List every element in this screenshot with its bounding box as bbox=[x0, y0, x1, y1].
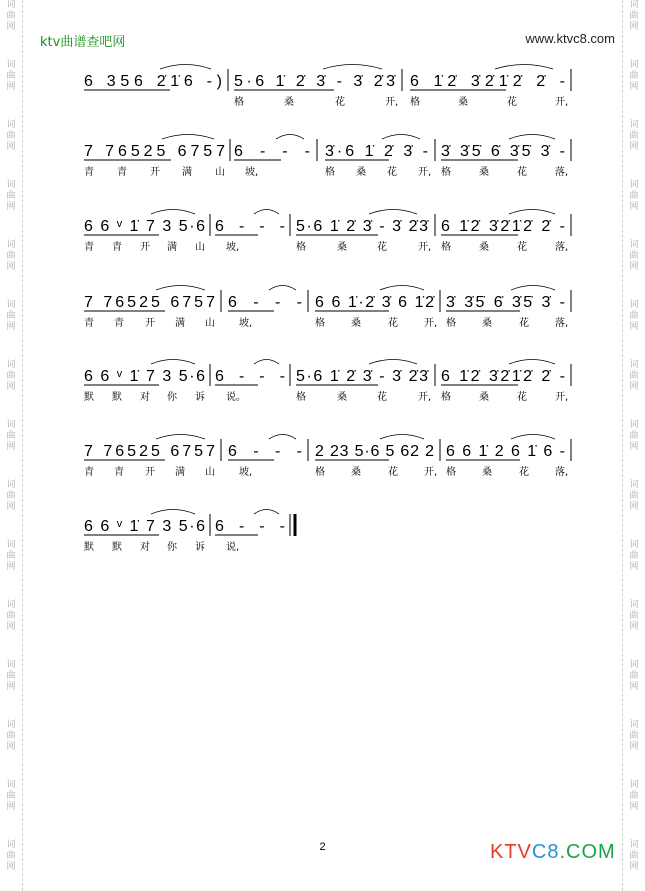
watermark-char: 词 bbox=[629, 180, 639, 190]
watermark-char: 曲 bbox=[6, 311, 16, 321]
lyric-char: 格 bbox=[410, 97, 420, 108]
watermark-char: 网 bbox=[629, 322, 639, 332]
watermark-char: 词 bbox=[629, 300, 639, 310]
lyric-char: 坡, bbox=[239, 467, 253, 478]
lyric-char: 格 bbox=[296, 242, 306, 253]
watermark-char: 网 bbox=[629, 622, 639, 632]
lyric-char: 开 bbox=[145, 318, 155, 329]
watermark-char: 曲 bbox=[6, 191, 16, 201]
watermark-char: 词 bbox=[6, 600, 16, 610]
watermark-char: 网 bbox=[629, 142, 639, 152]
slur-arc bbox=[269, 286, 296, 291]
lyric-char: 桑 bbox=[479, 242, 489, 253]
lyric-char: 桑 bbox=[351, 467, 361, 478]
slur-arc bbox=[160, 65, 211, 70]
watermark-char: 词 bbox=[6, 240, 16, 250]
lyric-char: 青 bbox=[114, 467, 124, 478]
footer-logo-part2: C8 bbox=[531, 841, 560, 863]
watermark-char: 曲 bbox=[629, 491, 639, 501]
slur-arc bbox=[323, 65, 382, 70]
lyric-char: 默 bbox=[84, 542, 94, 553]
lyric-char: 花 bbox=[519, 467, 529, 478]
measure-notation: 7 76525 6757 bbox=[84, 294, 215, 311]
lyric-char: 开, bbox=[385, 97, 399, 108]
footer-logo[interactable] bbox=[490, 841, 616, 864]
watermark-char: 词 bbox=[6, 660, 16, 670]
watermark-char: 网 bbox=[629, 202, 639, 212]
watermark-char: 网 bbox=[629, 382, 639, 392]
lyric-char: 开, bbox=[555, 97, 569, 108]
measure-notation: 3̇ 3̇5̇ 6̇ 3̇5̇ 3̇ - bbox=[446, 294, 565, 311]
watermark-char: 曲 bbox=[6, 431, 16, 441]
lyric-char: 落, bbox=[555, 167, 569, 178]
measure-notation: 3̇·6 1̇ 2̇ 3̇ - bbox=[325, 143, 428, 160]
lyric-char: 青 bbox=[84, 318, 94, 329]
footer-logo-part3: .COM bbox=[559, 841, 616, 863]
slur-arc bbox=[254, 360, 279, 365]
measure-notation: 6 1̇2̇ 3̇2̇1̇2̇ 2̇ - bbox=[410, 73, 565, 90]
watermark-char: 词 bbox=[6, 420, 16, 430]
watermark-char: 网 bbox=[6, 382, 16, 392]
watermark-char: 词 bbox=[6, 0, 16, 10]
lyric-char: 桑 bbox=[284, 97, 294, 108]
measure-notation: 7 76525 6757 bbox=[84, 143, 225, 160]
lyric-char: 落, bbox=[555, 318, 569, 329]
lyric-char: 格 bbox=[296, 392, 306, 403]
watermark-char: 网 bbox=[6, 562, 16, 572]
slur-arc bbox=[509, 360, 555, 365]
lyric-char: 青 bbox=[84, 467, 94, 478]
watermark-char: 词 bbox=[629, 780, 639, 790]
watermark-char: 词 bbox=[6, 180, 16, 190]
watermark-char: 曲 bbox=[6, 731, 16, 741]
lyric-char: 满 bbox=[175, 318, 185, 329]
watermark-char: 曲 bbox=[629, 671, 639, 681]
lyric-char: 花 bbox=[335, 97, 345, 108]
lyric-char: 说, bbox=[226, 542, 240, 553]
watermark-char: 网 bbox=[629, 682, 639, 692]
watermark-char: 曲 bbox=[629, 131, 639, 141]
lyric-char: 桑 bbox=[482, 467, 492, 478]
watermark-char: 词 bbox=[6, 360, 16, 370]
lyric-char: 山 bbox=[205, 318, 215, 329]
lyric-char: 默 bbox=[112, 542, 122, 553]
slur-arc bbox=[156, 286, 205, 291]
lyric-char: 你 bbox=[167, 542, 177, 553]
watermark-char: 曲 bbox=[629, 551, 639, 561]
lyric-char: 开, bbox=[424, 318, 438, 329]
lyric-char: 开, bbox=[555, 392, 569, 403]
watermark-char: 词 bbox=[6, 540, 16, 550]
watermark-char: 曲 bbox=[629, 71, 639, 81]
lyric-char: 花 bbox=[519, 318, 529, 329]
slur-arc bbox=[495, 65, 553, 70]
watermark-char: 网 bbox=[629, 262, 639, 272]
lyric-char: 青 bbox=[114, 318, 124, 329]
lyric-char: 你 bbox=[167, 392, 177, 403]
watermark-char: 网 bbox=[6, 682, 16, 692]
watermark-char: 网 bbox=[6, 322, 16, 332]
lyric-char: 格 bbox=[325, 167, 335, 178]
watermark-char: 词 bbox=[629, 600, 639, 610]
lyric-char: 默 bbox=[112, 392, 122, 403]
slur-arc bbox=[369, 360, 417, 365]
watermark-char: 词 bbox=[629, 120, 639, 130]
watermark-char: 网 bbox=[6, 802, 16, 812]
watermark-char: 曲 bbox=[629, 791, 639, 801]
lyric-char: 开 bbox=[145, 467, 155, 478]
lyric-char: 花 bbox=[388, 467, 398, 478]
measure-notation: 6 6 ᵛ 1̇ 7 3 5·6 bbox=[84, 368, 205, 385]
lyric-char: 诉 bbox=[195, 542, 205, 553]
slur-arc bbox=[511, 435, 555, 440]
watermark-char: 网 bbox=[6, 82, 16, 92]
lyric-char: 开, bbox=[418, 242, 432, 253]
lyric-char: 桑 bbox=[337, 242, 347, 253]
lyric-char: 格 bbox=[446, 318, 456, 329]
watermark-char: 网 bbox=[629, 802, 639, 812]
watermark-char: 词 bbox=[629, 540, 639, 550]
measure-notation: 6 - - - bbox=[215, 518, 285, 535]
lyric-char: 开 bbox=[150, 167, 160, 178]
lyric-char: 山 bbox=[215, 167, 225, 178]
measure-notation: 6 6 ᵛ 1̇ 7 3 5·6 bbox=[84, 518, 205, 535]
measure-notation: 7 76525 6757 bbox=[84, 443, 215, 460]
watermark-char: 词 bbox=[6, 840, 16, 850]
watermark-char: 网 bbox=[629, 22, 639, 32]
watermark-char: 词 bbox=[629, 360, 639, 370]
lyric-char: 对 bbox=[140, 542, 150, 553]
measure-notation: 5·6 1̇ 2̇ 3̇ - 3̇ 2̇3̇ bbox=[234, 73, 395, 90]
watermark-char: 网 bbox=[6, 202, 16, 212]
lyric-char: 开, bbox=[418, 392, 432, 403]
lyric-char: 格 bbox=[441, 392, 451, 403]
watermark-char: 词 bbox=[629, 420, 639, 430]
lyric-char: 满 bbox=[167, 242, 177, 253]
slur-arc bbox=[151, 510, 195, 515]
watermark-char: 曲 bbox=[629, 611, 639, 621]
lyric-char: 桑 bbox=[458, 97, 468, 108]
watermark-char: 曲 bbox=[629, 731, 639, 741]
lyric-char: 满 bbox=[175, 467, 185, 478]
measure-notation: 6 1̇2̇ 3̇2̇1̇2̇ 2̇ - bbox=[441, 218, 565, 235]
watermark-char: 词 bbox=[629, 480, 639, 490]
watermark-char: 曲 bbox=[629, 311, 639, 321]
page-number: 2 bbox=[319, 841, 326, 853]
footer-logo-part1: KTV bbox=[490, 841, 532, 863]
watermark-char: 曲 bbox=[6, 251, 16, 261]
watermark-char: 词 bbox=[6, 300, 16, 310]
slur-arc bbox=[380, 435, 424, 440]
measure-notation: 6 - - - bbox=[228, 294, 302, 311]
lyric-char: 桑 bbox=[351, 318, 361, 329]
lyric-char: 开 bbox=[140, 242, 150, 253]
lyric-char: 格 bbox=[234, 97, 244, 108]
lyric-char: 花 bbox=[377, 392, 387, 403]
watermark-char: 曲 bbox=[629, 191, 639, 201]
lyric-char: 青 bbox=[84, 167, 94, 178]
slur-arc bbox=[151, 210, 195, 215]
lyric-char: 诉 bbox=[195, 392, 205, 403]
lyric-char: 说。 bbox=[226, 392, 246, 403]
watermark-char: 网 bbox=[6, 502, 16, 512]
lyric-char: 坡, bbox=[226, 242, 240, 253]
slur-arc bbox=[254, 210, 279, 215]
watermark-char: 曲 bbox=[6, 851, 16, 861]
lyric-char: 山 bbox=[195, 242, 205, 253]
watermark-char: 词 bbox=[6, 720, 16, 730]
lyric-char: 花 bbox=[517, 167, 527, 178]
watermark-char: 网 bbox=[6, 142, 16, 152]
slur-arc bbox=[380, 286, 424, 291]
lyric-char: 开, bbox=[418, 167, 432, 178]
slur-arc bbox=[254, 510, 279, 515]
watermark-char: 网 bbox=[6, 622, 16, 632]
slur-arc bbox=[511, 286, 555, 291]
lyric-char: 花 bbox=[388, 318, 398, 329]
measure-notation: 6 - - - bbox=[215, 368, 285, 385]
watermark-char: 网 bbox=[629, 442, 639, 452]
watermark-char: 曲 bbox=[6, 671, 16, 681]
watermark-char: 网 bbox=[629, 502, 639, 512]
lyric-char: 花 bbox=[517, 392, 527, 403]
measure-notation: 6 6 ᵛ 1̇ 7 3 5·6 bbox=[84, 218, 205, 235]
watermark-char: 网 bbox=[6, 742, 16, 752]
lyric-char: 青 bbox=[112, 242, 122, 253]
lyric-char: 花 bbox=[517, 242, 527, 253]
slur-arc bbox=[156, 435, 205, 440]
watermark-char: 曲 bbox=[6, 11, 16, 21]
lyric-char: 桑 bbox=[337, 392, 347, 403]
lyric-char: 格 bbox=[446, 467, 456, 478]
measure-notation: 6 6 1̇ 2 6 1̇ 6 - bbox=[446, 443, 565, 460]
lyric-char: 对 bbox=[140, 392, 150, 403]
measure-notation: 6 - - - bbox=[228, 443, 302, 460]
lyric-char: 山 bbox=[205, 467, 215, 478]
slur-arc bbox=[369, 210, 417, 215]
watermark-char: 曲 bbox=[6, 71, 16, 81]
measure-notation: 6 1̇2̇ 3̇2̇1̇2̇ 2̇ - bbox=[441, 368, 565, 385]
slur-arc bbox=[269, 435, 296, 440]
watermark-char: 网 bbox=[6, 22, 16, 32]
slur-arc bbox=[509, 135, 555, 140]
lyric-char: 格 bbox=[315, 467, 325, 478]
lyric-char: 花 bbox=[507, 97, 517, 108]
watermark-char: 曲 bbox=[629, 11, 639, 21]
watermark-char: 曲 bbox=[629, 251, 639, 261]
watermark-char: 词 bbox=[6, 120, 16, 130]
watermark-char: 网 bbox=[629, 562, 639, 572]
watermark-char: 曲 bbox=[6, 551, 16, 561]
watermark-char: 曲 bbox=[6, 371, 16, 381]
lyric-char: 落, bbox=[555, 242, 569, 253]
measure-notation: 2 23 5·6 5 62 2 bbox=[315, 443, 434, 460]
lyric-char: 青 bbox=[117, 167, 127, 178]
watermark-char: 网 bbox=[6, 862, 16, 872]
lyric-char: 默 bbox=[84, 392, 94, 403]
watermark-char: 词 bbox=[629, 840, 639, 850]
watermark-char: 网 bbox=[629, 742, 639, 752]
watermark-char: 词 bbox=[629, 0, 639, 10]
site-name[interactable]: ktv曲谱查吧网 bbox=[40, 35, 126, 50]
watermark-char: 网 bbox=[6, 262, 16, 272]
lyric-char: 落, bbox=[555, 467, 569, 478]
lyric-char: 格 bbox=[441, 167, 451, 178]
watermark-char: 词 bbox=[6, 780, 16, 790]
slur-arc bbox=[276, 135, 304, 140]
watermark-char: 曲 bbox=[629, 431, 639, 441]
measure-notation: 5·6 1̇ 2̇ 3̇ - 3̇ 2̇3̇ bbox=[296, 368, 428, 385]
watermark-char: 曲 bbox=[6, 491, 16, 501]
watermark-char: 曲 bbox=[6, 131, 16, 141]
watermark-char: 网 bbox=[629, 82, 639, 92]
lyric-char: 开, bbox=[424, 467, 438, 478]
lyric-char: 满 bbox=[182, 167, 192, 178]
lyric-char: 格 bbox=[441, 242, 451, 253]
lyric-char: 花 bbox=[377, 242, 387, 253]
slur-arc bbox=[382, 135, 420, 140]
watermark-char: 曲 bbox=[6, 791, 16, 801]
lyric-char: 桑 bbox=[482, 318, 492, 329]
lyric-char: 坡, bbox=[239, 318, 253, 329]
measure-notation: 6 - - - bbox=[234, 143, 310, 160]
watermark-char: 网 bbox=[6, 442, 16, 452]
lyric-char: 桑 bbox=[356, 167, 366, 178]
slur-arc bbox=[151, 360, 195, 365]
lyric-char: 花 bbox=[387, 167, 397, 178]
lyric-char: 坡, bbox=[245, 167, 259, 178]
watermark-char: 曲 bbox=[629, 851, 639, 861]
watermark-char: 词 bbox=[629, 660, 639, 670]
watermark-char: 词 bbox=[629, 60, 639, 70]
lyric-char: 青 bbox=[84, 242, 94, 253]
measure-notation: 3̇ 3̇5̇ 6̇ 3̇5̇ 3̇ - bbox=[441, 143, 565, 160]
watermark-char: 词 bbox=[6, 480, 16, 490]
watermark-char: 曲 bbox=[629, 371, 639, 381]
slur-arc bbox=[162, 135, 214, 140]
measure-notation: 6 - - - bbox=[215, 218, 285, 235]
watermark-char: 词 bbox=[6, 60, 16, 70]
watermark-char: 网 bbox=[629, 862, 639, 872]
site-url[interactable]: www.ktvc8.com bbox=[525, 31, 615, 46]
lyric-char: 桑 bbox=[479, 392, 489, 403]
watermark-char: 词 bbox=[629, 720, 639, 730]
watermark-char: 曲 bbox=[6, 611, 16, 621]
lyric-char: 桑 bbox=[479, 167, 489, 178]
lyric-char: 格 bbox=[315, 318, 325, 329]
watermark-char: 词 bbox=[629, 240, 639, 250]
slur-arc bbox=[509, 210, 555, 215]
measure-notation: 6 6 1̇·2̇ 3̇ 6 1̇2̇ bbox=[315, 294, 434, 311]
measure-notation: 5·6 1̇ 2̇ 3̇ - 3̇ 2̇3̇ bbox=[296, 218, 428, 235]
measure-notation: 6 356 2̇1̇6 -) bbox=[84, 73, 222, 90]
